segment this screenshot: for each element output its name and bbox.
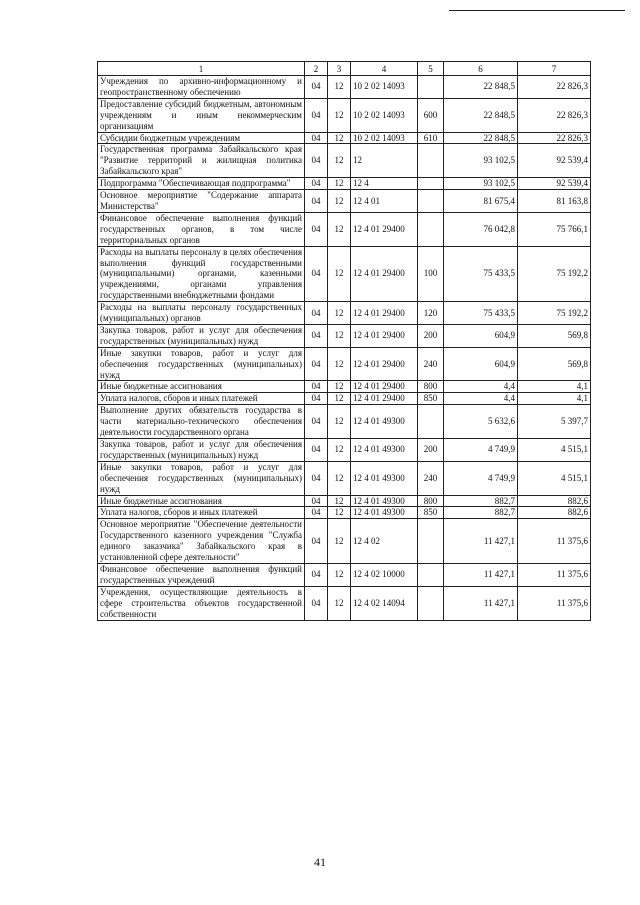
row-amount-2: 75 192,2 <box>518 302 591 325</box>
row-amount-2: 92 539,4 <box>518 178 591 190</box>
row-amount-2: 882,6 <box>518 507 591 519</box>
row-subsection: 12 <box>328 132 351 144</box>
row-name: Основное мероприятие "Содержание аппарата Министерства" <box>98 190 305 213</box>
row-name: Учреждения по архивно-информационному и геопространственному обеспечению <box>98 76 305 99</box>
row-target-code: 12 4 <box>351 178 418 190</box>
table-row <box>98 76 591 99</box>
row-expense-type: 120 <box>418 302 444 325</box>
budget-table <box>97 61 591 621</box>
row-expense-type: 850 <box>418 507 444 519</box>
row-expense-type <box>418 190 444 213</box>
row-section: 04 <box>305 495 328 507</box>
row-subsection: 12 <box>328 461 351 495</box>
row-expense-type <box>418 144 444 178</box>
row-amount-2: 75 766,1 <box>518 212 591 246</box>
row-section: 04 <box>305 461 328 495</box>
row-name: Основное мероприятие "Обеспечение деятельности Государственного казенного учреждения "Служба единого заказчика" Забайкальского края в установленной сфере деятельности" <box>98 519 305 564</box>
row-amount-2: 4 515,1 <box>518 439 591 462</box>
row-target-code: 10 2 02 14093 <box>351 76 418 99</box>
row-name: Субсидии бюджетным учреждениям <box>98 132 305 144</box>
row-expense-type <box>418 178 444 190</box>
row-section: 04 <box>305 586 328 620</box>
table-row <box>98 178 591 190</box>
table-row <box>98 495 591 507</box>
row-expense-type: 600 <box>418 98 444 132</box>
row-amount-1: 604,9 <box>444 347 518 381</box>
row-amount-1: 604,9 <box>444 324 518 347</box>
row-target-code: 12 4 01 49300 <box>351 495 418 507</box>
table-row <box>98 519 591 564</box>
row-section: 04 <box>305 507 328 519</box>
row-amount-2: 569,8 <box>518 324 591 347</box>
row-amount-2: 92 539,4 <box>518 144 591 178</box>
row-target-code: 12 4 01 49300 <box>351 405 418 439</box>
row-subsection: 12 <box>328 144 351 178</box>
row-name: Подпрограмма "Обеспечивающая подпрограмма" <box>98 178 305 190</box>
row-subsection: 12 <box>328 439 351 462</box>
row-name: Предоставление субсидий бюджетным, автономным учреждениям и иным некоммерческим организациям <box>98 98 305 132</box>
row-subsection: 12 <box>328 405 351 439</box>
page-number: 41 <box>314 855 326 869</box>
row-section: 04 <box>305 439 328 462</box>
row-amount-2: 5 397,7 <box>518 405 591 439</box>
row-subsection: 12 <box>328 302 351 325</box>
row-subsection: 12 <box>328 393 351 405</box>
row-name: Финансовое обеспечение выполнения функций государственных учреждений <box>98 563 305 586</box>
row-amount-2: 569,8 <box>518 347 591 381</box>
row-amount-2: 4 515,1 <box>518 461 591 495</box>
column-header-1: 1 <box>98 62 305 76</box>
table-row <box>98 347 591 381</box>
row-amount-2: 4,1 <box>518 381 591 393</box>
row-name: Закупка товаров, работ и услуг для обеспечения государственных (муниципальных) нужд <box>98 324 305 347</box>
table-row <box>98 405 591 439</box>
header-row <box>98 62 591 76</box>
row-section: 04 <box>305 132 328 144</box>
row-expense-type <box>418 519 444 564</box>
row-amount-2: 11 375,6 <box>518 519 591 564</box>
row-section: 04 <box>305 178 328 190</box>
row-amount-2: 22 826,3 <box>518 76 591 99</box>
row-amount-1: 22 848,5 <box>444 132 518 144</box>
row-name: Уплата налогов, сборов и иных платежей <box>98 393 305 405</box>
table-row <box>98 132 591 144</box>
row-amount-1: 5 632,6 <box>444 405 518 439</box>
row-subsection: 12 <box>328 178 351 190</box>
row-expense-type <box>418 76 444 99</box>
row-subsection: 12 <box>328 324 351 347</box>
row-subsection: 12 <box>328 381 351 393</box>
row-section: 04 <box>305 98 328 132</box>
row-name: Иные закупки товаров, работ и услуг для обеспечения государственных (муниципальных) нужд <box>98 461 305 495</box>
row-target-code: 12 4 02 14094 <box>351 586 418 620</box>
row-target-code: 12 4 01 49300 <box>351 507 418 519</box>
row-target-code: 12 4 02 10000 <box>351 563 418 586</box>
row-section: 04 <box>305 563 328 586</box>
row-subsection: 12 <box>328 98 351 132</box>
row-target-code: 12 4 01 29400 <box>351 347 418 381</box>
row-amount-1: 93 102,5 <box>444 144 518 178</box>
row-expense-type <box>418 212 444 246</box>
row-name: Государственная программа Забайкальского края "Развитие территорий и жилищная политика Забайкальского края" <box>98 144 305 178</box>
row-amount-2: 22 826,3 <box>518 132 591 144</box>
row-amount-2: 81 163,8 <box>518 190 591 213</box>
row-amount-1: 22 848,5 <box>444 76 518 99</box>
row-target-code: 12 4 01 29400 <box>351 302 418 325</box>
row-amount-1: 882,7 <box>444 507 518 519</box>
column-header-5: 5 <box>418 62 444 76</box>
row-name: Иные бюджетные ассигнования <box>98 381 305 393</box>
row-amount-2: 22 826,3 <box>518 98 591 132</box>
row-section: 04 <box>305 246 328 302</box>
row-target-code: 12 4 01 29400 <box>351 324 418 347</box>
row-name: Учреждения, осуществляющие деятельность в сфере строительства объектов государственной собственности <box>98 586 305 620</box>
table-row <box>98 212 591 246</box>
row-amount-1: 22 848,5 <box>444 98 518 132</box>
row-amount-2: 882,6 <box>518 495 591 507</box>
row-section: 04 <box>305 381 328 393</box>
row-name: Иные закупки товаров, работ и услуг для обеспечения государственных (муниципальных) нужд <box>98 347 305 381</box>
row-name: Уплата налогов, сборов и иных платежей <box>98 507 305 519</box>
row-amount-1: 4 749,9 <box>444 439 518 462</box>
row-subsection: 12 <box>328 76 351 99</box>
row-target-code: 12 4 01 29400 <box>351 246 418 302</box>
row-section: 04 <box>305 405 328 439</box>
row-expense-type: 610 <box>418 132 444 144</box>
row-name: Иные бюджетные ассигнования <box>98 495 305 507</box>
row-target-code: 10 2 02 14093 <box>351 98 418 132</box>
table-row <box>98 381 591 393</box>
table-row <box>98 563 591 586</box>
row-name: Выполнение других обязательств государства в части материально-технического обеспечения деятельности государственного органа <box>98 405 305 439</box>
row-section: 04 <box>305 393 328 405</box>
row-expense-type: 800 <box>418 381 444 393</box>
row-target-code: 12 4 01 49300 <box>351 461 418 495</box>
row-subsection: 12 <box>328 246 351 302</box>
table-row <box>98 393 591 405</box>
row-target-code: 12 4 01 29400 <box>351 381 418 393</box>
column-header-3: 3 <box>328 62 351 76</box>
row-name: Расходы на выплаты персоналу в целях обеспечения выполнения функций государственными (муниципальными) органами, казенными учреждениями, органами управления государственными внебюджетными фондами <box>98 246 305 302</box>
row-amount-1: 4,4 <box>444 381 518 393</box>
row-amount-2: 11 375,6 <box>518 563 591 586</box>
table-row <box>98 439 591 462</box>
row-amount-1: 11 427,1 <box>444 586 518 620</box>
row-subsection: 12 <box>328 507 351 519</box>
row-amount-2: 75 192,2 <box>518 246 591 302</box>
row-subsection: 12 <box>328 563 351 586</box>
row-amount-1: 75 433,5 <box>444 246 518 302</box>
row-target-code: 12 4 01 49300 <box>351 439 418 462</box>
row-target-code: 12 4 01 29400 <box>351 212 418 246</box>
row-section: 04 <box>305 324 328 347</box>
row-expense-type: 240 <box>418 347 444 381</box>
table-row <box>98 461 591 495</box>
row-amount-1: 882,7 <box>444 495 518 507</box>
row-expense-type: 850 <box>418 393 444 405</box>
row-name: Расходы на выплаты персоналу государственных (муниципальных) органов <box>98 302 305 325</box>
row-subsection: 12 <box>328 519 351 564</box>
row-expense-type: 200 <box>418 324 444 347</box>
table-row <box>98 246 591 302</box>
row-target-code: 12 4 01 <box>351 190 418 213</box>
table-row <box>98 586 591 620</box>
row-amount-1: 11 427,1 <box>444 563 518 586</box>
row-amount-1: 75 433,5 <box>444 302 518 325</box>
row-amount-1: 4 749,9 <box>444 461 518 495</box>
table-row <box>98 144 591 178</box>
row-amount-1: 11 427,1 <box>444 519 518 564</box>
row-expense-type <box>418 405 444 439</box>
row-subsection: 12 <box>328 212 351 246</box>
row-expense-type: 100 <box>418 246 444 302</box>
row-amount-2: 4,1 <box>518 393 591 405</box>
row-section: 04 <box>305 190 328 213</box>
column-header-4: 4 <box>351 62 418 76</box>
row-section: 04 <box>305 519 328 564</box>
row-expense-type: 800 <box>418 495 444 507</box>
row-section: 04 <box>305 212 328 246</box>
row-amount-1: 4,4 <box>444 393 518 405</box>
table-row <box>98 98 591 132</box>
column-header-2: 2 <box>305 62 328 76</box>
table-row <box>98 190 591 213</box>
row-subsection: 12 <box>328 495 351 507</box>
row-section: 04 <box>305 144 328 178</box>
row-amount-2: 11 375,6 <box>518 586 591 620</box>
top-rule <box>449 10 625 11</box>
column-header-7: 7 <box>518 62 591 76</box>
row-section: 04 <box>305 302 328 325</box>
row-target-code: 12 <box>351 144 418 178</box>
row-name: Закупка товаров, работ и услуг для обеспечения государственных (муниципальных) нужд <box>98 439 305 462</box>
row-expense-type: 200 <box>418 439 444 462</box>
table-row <box>98 507 591 519</box>
row-target-code: 10 2 02 14093 <box>351 132 418 144</box>
row-amount-1: 81 675,4 <box>444 190 518 213</box>
row-expense-type <box>418 563 444 586</box>
table-row <box>98 302 591 325</box>
row-subsection: 12 <box>328 190 351 213</box>
row-expense-type: 240 <box>418 461 444 495</box>
row-subsection: 12 <box>328 586 351 620</box>
row-target-code: 12 4 02 <box>351 519 418 564</box>
row-target-code: 12 4 01 29400 <box>351 393 418 405</box>
row-expense-type <box>418 586 444 620</box>
table-row <box>98 324 591 347</box>
row-subsection: 12 <box>328 347 351 381</box>
row-amount-1: 76 042,8 <box>444 212 518 246</box>
column-header-6: 6 <box>444 62 518 76</box>
row-name: Финансовое обеспечение выполнения функций государственных органов, в том числе территориальных органов <box>98 212 305 246</box>
row-section: 04 <box>305 347 328 381</box>
row-amount-1: 93 102,5 <box>444 178 518 190</box>
row-section: 04 <box>305 76 328 99</box>
